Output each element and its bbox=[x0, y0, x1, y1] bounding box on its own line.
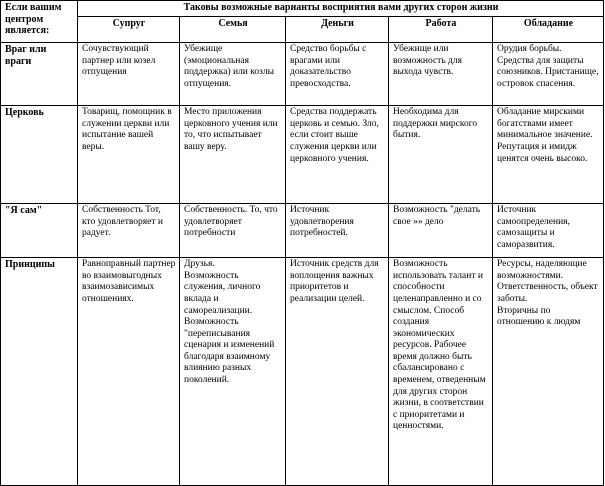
corner-label: Если вашим центром является: bbox=[1, 1, 78, 43]
table-cell: Убежище или возможность для выхода чувств. bbox=[389, 43, 493, 106]
column-header-money: Деньги bbox=[286, 17, 389, 43]
table-row bbox=[1, 43, 604, 106]
table-cell: Собственность Тот, кто удовлетворяет и радует. bbox=[78, 204, 180, 258]
table-cell: Сочувствующий партнер или козел отпущения bbox=[78, 43, 180, 106]
table-cell: Источник средств для воплощения важных приоритетов и реализации целей. bbox=[286, 258, 389, 486]
table-cell: Орудия борьбы. Средства для защиты союзников. Пристанище, островок спасения. bbox=[493, 43, 604, 106]
table-row bbox=[1, 106, 604, 204]
table-cell: Необходима для поддержки мирского бытия. bbox=[389, 106, 493, 204]
header-row-group bbox=[1, 1, 604, 17]
table-cell: Источник самоопределения, самозащиты и саморазвития. bbox=[493, 204, 604, 258]
table-cell: Возможность "делать свое »» дело bbox=[389, 204, 493, 258]
group-title: Таковы возможные варианты восприятия вами других сторон жизни bbox=[78, 1, 604, 17]
table-cell: Средство борьбы с врагами или доказательство превосходства. bbox=[286, 43, 389, 106]
row-label-self: "Я сам" bbox=[1, 204, 78, 258]
header-row-columns bbox=[1, 17, 604, 43]
table-row bbox=[1, 258, 604, 486]
table-cell: Собственность. То, что удовлетворяет потребности bbox=[180, 204, 286, 258]
row-label-church: Церковь bbox=[1, 106, 78, 204]
table-cell: Место приложения церковного учения или то, что испытывает вашу веру. bbox=[180, 106, 286, 204]
row-label-enemy: Враг или враги bbox=[1, 43, 78, 106]
table-cell: Убежище (эмоциональная поддержка) или козлы отпущения. bbox=[180, 43, 286, 106]
table-cell: Средства поддержать церковь и семью. Зло, если стоит выше служения церкви или церковного учения. bbox=[286, 106, 389, 204]
table-cell: Ресурсы, наделяющие возможностями. Ответственность, объект заботы. Вторичны по отношению к людям bbox=[493, 258, 604, 486]
table-cell: Источник удовлетворения потребностей. bbox=[286, 204, 389, 258]
table-cell: Друзья. Возможность служения, личного вклада и самореализации. Возможность "переписывания сценария и изменений благодаря взаимному влиянию разных поколений. bbox=[180, 258, 286, 486]
column-header-spouse: Супруг bbox=[78, 17, 180, 43]
column-header-work: Работа bbox=[389, 17, 493, 43]
table-cell: Равноправный партнер во взаимовыгодных взаимозависимых отношениях. bbox=[78, 258, 180, 486]
column-header-possessions: Обладание bbox=[493, 17, 604, 43]
table-row bbox=[1, 204, 604, 258]
table-cell: Товарищ, помощник в служении церкви или испытание вашей веры. bbox=[78, 106, 180, 204]
column-header-family: Семья bbox=[180, 17, 286, 43]
table-cell: Возможность использовать талант и способности целенаправленно и со смыслом. Способ создания экономических ресурсов. Рабочее время должно быть сбалансировано с временем, отведенным для других сторон жизни, в соответствии с приоритетами и ценностями. bbox=[389, 258, 493, 486]
table-cell: Обладание мирскими богатствами имеет минимальное значение. Репутация и имидж ценятся очень высоко. bbox=[493, 106, 604, 204]
row-label-principles: Принципы bbox=[1, 258, 78, 486]
